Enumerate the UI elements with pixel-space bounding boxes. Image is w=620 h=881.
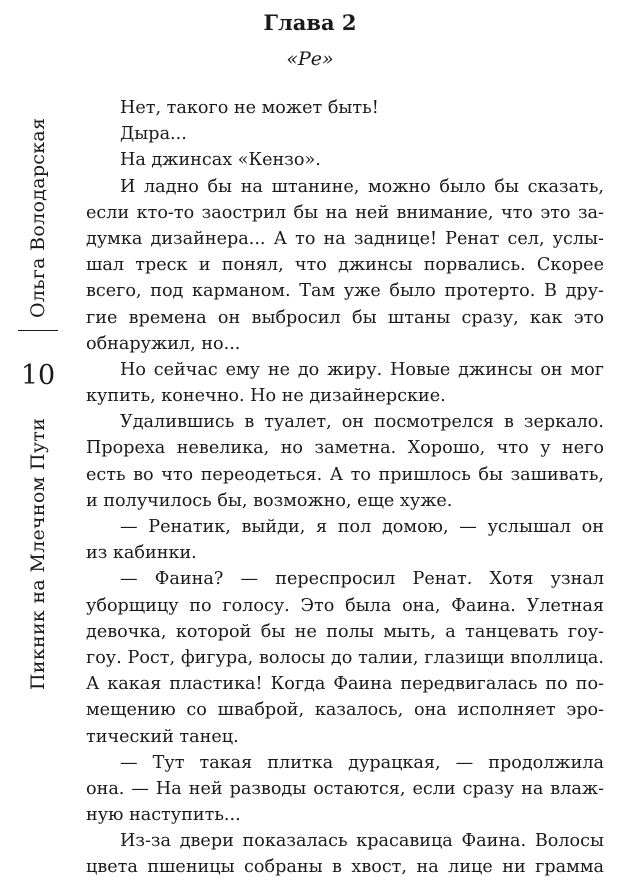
- text-line: Из-за двери показалась красавица Фаина. Волосы: [120, 831, 604, 852]
- text-line: и получилось бы, возможно, еще хуже.: [86, 490, 453, 511]
- text-line: уборщицу по голосу. Это была она, Фаина. Улетная: [86, 595, 604, 616]
- text-line: думка дизайнера... А то на заднице! Ренат сел, услы-: [86, 228, 604, 249]
- text-line: Удалившись в туалет, он посмотрелся в зеркало.: [120, 412, 604, 433]
- text-line: тический танец.: [86, 726, 239, 747]
- text-line: Дыра...: [120, 124, 187, 145]
- text-line: из кабинки.: [86, 543, 197, 564]
- text-line: Но сейчас ему не до жиру. Новые джинсы он мог: [120, 359, 604, 380]
- text-line: На джинсах «Кензо».: [120, 150, 321, 171]
- text-line: — Тут такая плитка дурацкая, — продолжила: [120, 752, 604, 773]
- text-line: обнаружил, но...: [86, 333, 241, 354]
- sidebar-divider: [18, 330, 58, 331]
- chapter-subtitle: «Ре»: [286, 48, 334, 70]
- page-sidebar: [14, 96, 62, 856]
- text-line: если кто-то заострил бы на ней внимание, что это за-: [86, 202, 604, 223]
- running-head-book-title: Пикник на Млечном Пути: [27, 418, 49, 691]
- text-line: девочка, которой бы не полы мыть, а танцевать гоу-: [86, 621, 604, 642]
- text-line: — Ренатик, выйди, я пол домою, — услышал он: [120, 517, 604, 537]
- text-line: гоу. Рост, фигура, волосы до талии, глазищи вполлица.: [86, 647, 604, 668]
- text-line: — Фаина? — переспросил Ренат. Хотя узнал: [120, 569, 604, 590]
- text-line: мещению со шваброй, казалось, она исполняет эро-: [86, 700, 604, 721]
- text-line: купить, конечно. Но не дизайнерские.: [86, 386, 446, 407]
- running-head-author: Ольга Володарская: [27, 117, 49, 318]
- text-line: она. — На ней разводы остаются, если сразу на влаж-: [86, 778, 604, 799]
- text-line: гие времена он выбросил бы штаны сразу, как это: [86, 307, 604, 328]
- text-line: шал треск и понял, что джинсы порвались. Скорее: [86, 255, 604, 276]
- text-line: И ладно бы на штанине, можно было бы сказать,: [120, 176, 604, 197]
- text-line: цвета пшеницы собраны в хвост, на лице ни грамма: [86, 857, 604, 878]
- text-line: А какая пластика! Когда Фаина передвигалась по по-: [86, 674, 604, 695]
- text-line: есть во что переодеться. А то пришлось бы зашивать,: [86, 464, 604, 485]
- text-line: Прореха невелика, но заметна. Хорошо, что у него: [86, 438, 604, 459]
- page-number: 10: [20, 360, 56, 391]
- text-line: ную наступить...: [86, 805, 241, 826]
- text-line: всего, под карманом. Там уже было протерто. В дру-: [86, 281, 604, 302]
- body-text: [86, 95, 604, 881]
- text-line: Нет, такого не может быть!: [120, 98, 379, 118]
- chapter-title: Глава 2: [263, 10, 357, 35]
